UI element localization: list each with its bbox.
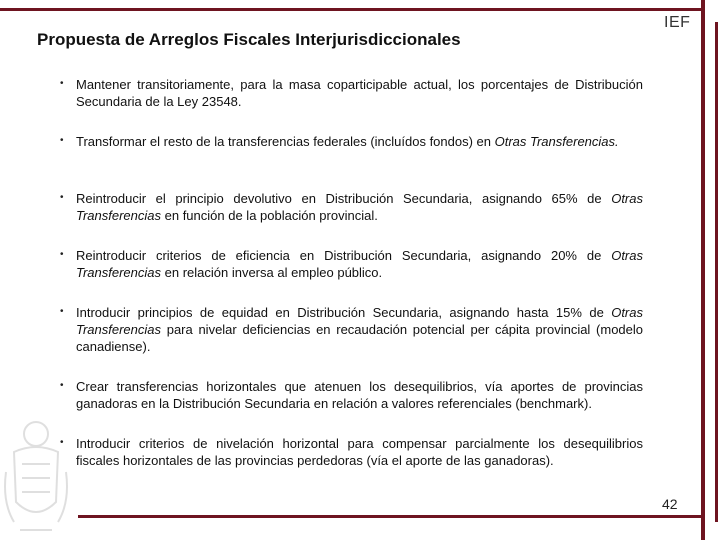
brand-label: IEF <box>664 14 691 31</box>
bullet-text: Introducir criterios de nivelación horizontal para compensar parcialmente los desequilibrios fiscales horizontales de las provincias perdedoras (vía el aporte de las ganadoras). <box>76 436 643 468</box>
page-number: 42 <box>662 496 678 512</box>
bullet-text: Reintroducir criterios de eficiencia en Distribución Secundaria, asignando 20% de Otras Transferencias en relación inversa al empleo público. <box>76 248 643 280</box>
bullet-marker: • <box>60 306 64 317</box>
bullet-text: Introducir principios de equidad en Distribución Secundaria, asignando hasta 15% de Otras Transferencias para nivelar deficiencias en recaudación potencial per cápita provincial (modelo canadiense). <box>76 305 643 354</box>
page-title: Propuesta de Arreglos Fiscales Interjurisdiccionales <box>37 30 461 49</box>
bullet-text: Crear transferencias horizontales que atenuen los desequilibrios, vía aportes de provincias ganadoras en la Distribución Secundaria en relación a valores referenciales (benchmark). <box>76 379 643 411</box>
bullet-marker: • <box>60 249 64 260</box>
frame-bottom-line <box>78 515 705 518</box>
coat-of-arms-icon <box>0 412 72 540</box>
bullet-marker: • <box>60 192 64 203</box>
frame-right-inner-line <box>715 22 718 522</box>
bullet-text: Mantener transitoriamente, para la masa coparticipable actual, los porcentajes de Distribución Secundaria de la Ley 23548. <box>76 77 643 109</box>
frame-right-line <box>701 0 705 540</box>
bullet-marker: • <box>60 78 64 89</box>
bullet-marker: • <box>60 135 64 146</box>
bullet-text: Transformar el resto de la transferencias federales (incluídos fondos) en Otras Transferencias. <box>76 134 619 149</box>
bullet-text: Reintroducir el principio devolutivo en Distribución Secundaria, asignando 65% de Otras Transferencias en función de la población provincial. <box>76 191 643 223</box>
bullet-marker: • <box>60 437 64 448</box>
bullet-marker: • <box>60 380 64 391</box>
frame-top-line <box>0 8 702 11</box>
